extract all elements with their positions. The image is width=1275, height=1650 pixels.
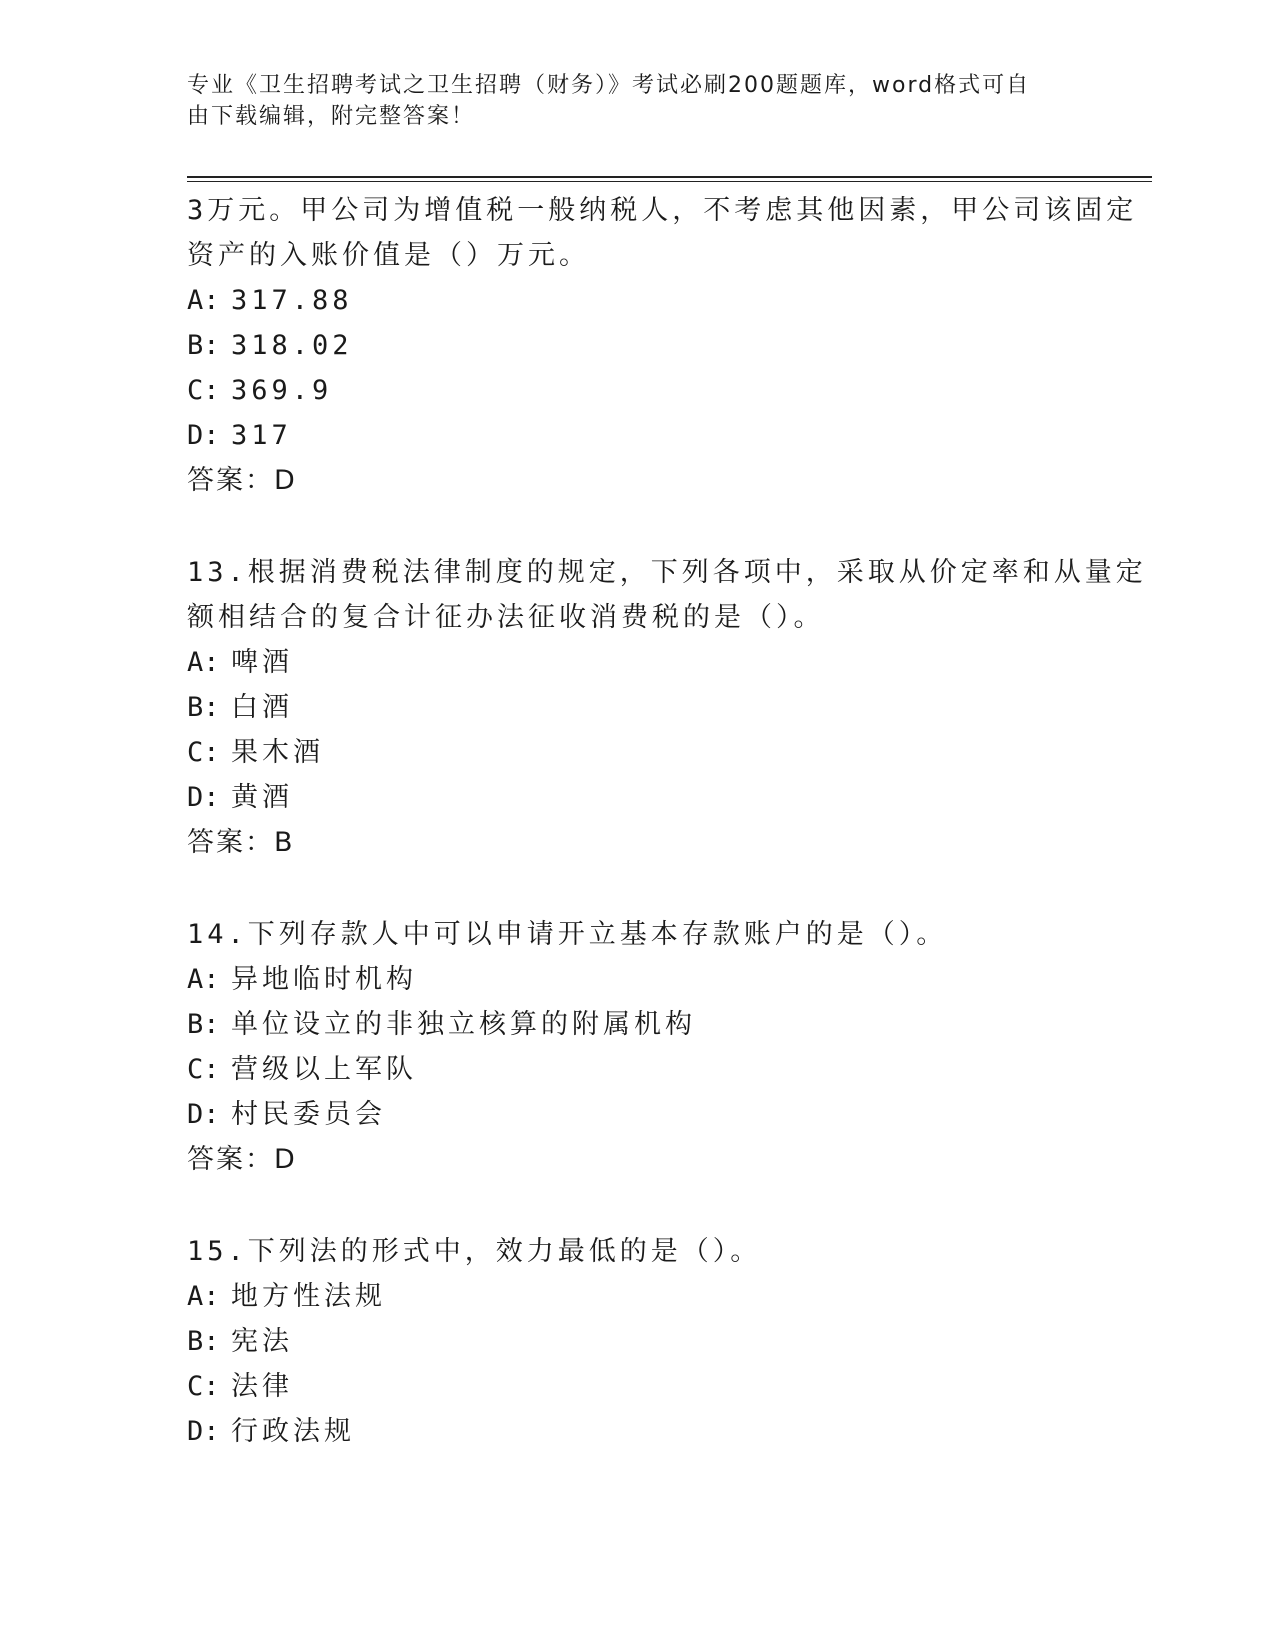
document-header (187, 70, 1067, 132)
option-d: D: 行政法规 (187, 1416, 355, 1447)
answer: 答案：D (187, 1144, 297, 1175)
option-b: B: 白酒 (187, 692, 293, 723)
option-b: B: 宪法 (187, 1326, 293, 1357)
option-a: A: 317.88 (187, 285, 353, 316)
option-c: C: 369.9 (187, 375, 333, 406)
question-stem: 额相结合的复合计征办法征收消费税的是（）。 (187, 602, 825, 633)
option-a: A: 啤酒 (187, 647, 293, 678)
spacer (187, 1182, 1107, 1229)
header-rule-thick (187, 176, 1152, 178)
question-13 (187, 550, 1147, 865)
question-stem: 3万元。甲公司为增值税一般纳税人，不考虑其他因素，甲公司该固定 (187, 195, 1138, 226)
option-c: C: 果木酒 (187, 737, 324, 768)
option-d: D: 村民委员会 (187, 1099, 386, 1130)
question-stem: 资产的入账价值是（）万元。 (187, 240, 590, 271)
option-a: A: 地方性法规 (187, 1281, 386, 1312)
answer: 答案：B (187, 827, 295, 858)
question-12 (187, 188, 1138, 503)
spacer (187, 865, 1107, 912)
answer: 答案：D (187, 465, 297, 496)
question-14 (187, 912, 1107, 1182)
option-c: C: 法律 (187, 1371, 293, 1402)
option-b: B: 318.02 (187, 330, 353, 361)
header-line-2: 由下载编辑，附完整答案！ (187, 104, 476, 129)
spacer (187, 503, 1107, 550)
question-15 (187, 1229, 1107, 1454)
option-d: D: 黄酒 (187, 782, 293, 813)
question-stem: 14.下列存款人中可以申请开立基本存款账户的是（）。 (187, 919, 948, 950)
header-rule-thin (187, 181, 1152, 182)
option-c: C: 营级以上军队 (187, 1054, 417, 1085)
option-a: A: 异地临时机构 (187, 964, 417, 995)
question-stem: 15.下列法的形式中，效力最低的是（）。 (187, 1236, 762, 1267)
question-stem: 13.根据消费税法律制度的规定，下列各项中，采取从价定率和从量定 (187, 557, 1147, 588)
header-line-1: 专业《卫生招聘考试之卫生招聘（财务）》考试必刷200题题库，word格式可自 (187, 73, 1031, 98)
question-list (187, 188, 1147, 1454)
option-b: B: 单位设立的非独立核算的附属机构 (187, 1009, 696, 1040)
option-d: D: 317 (187, 420, 292, 451)
